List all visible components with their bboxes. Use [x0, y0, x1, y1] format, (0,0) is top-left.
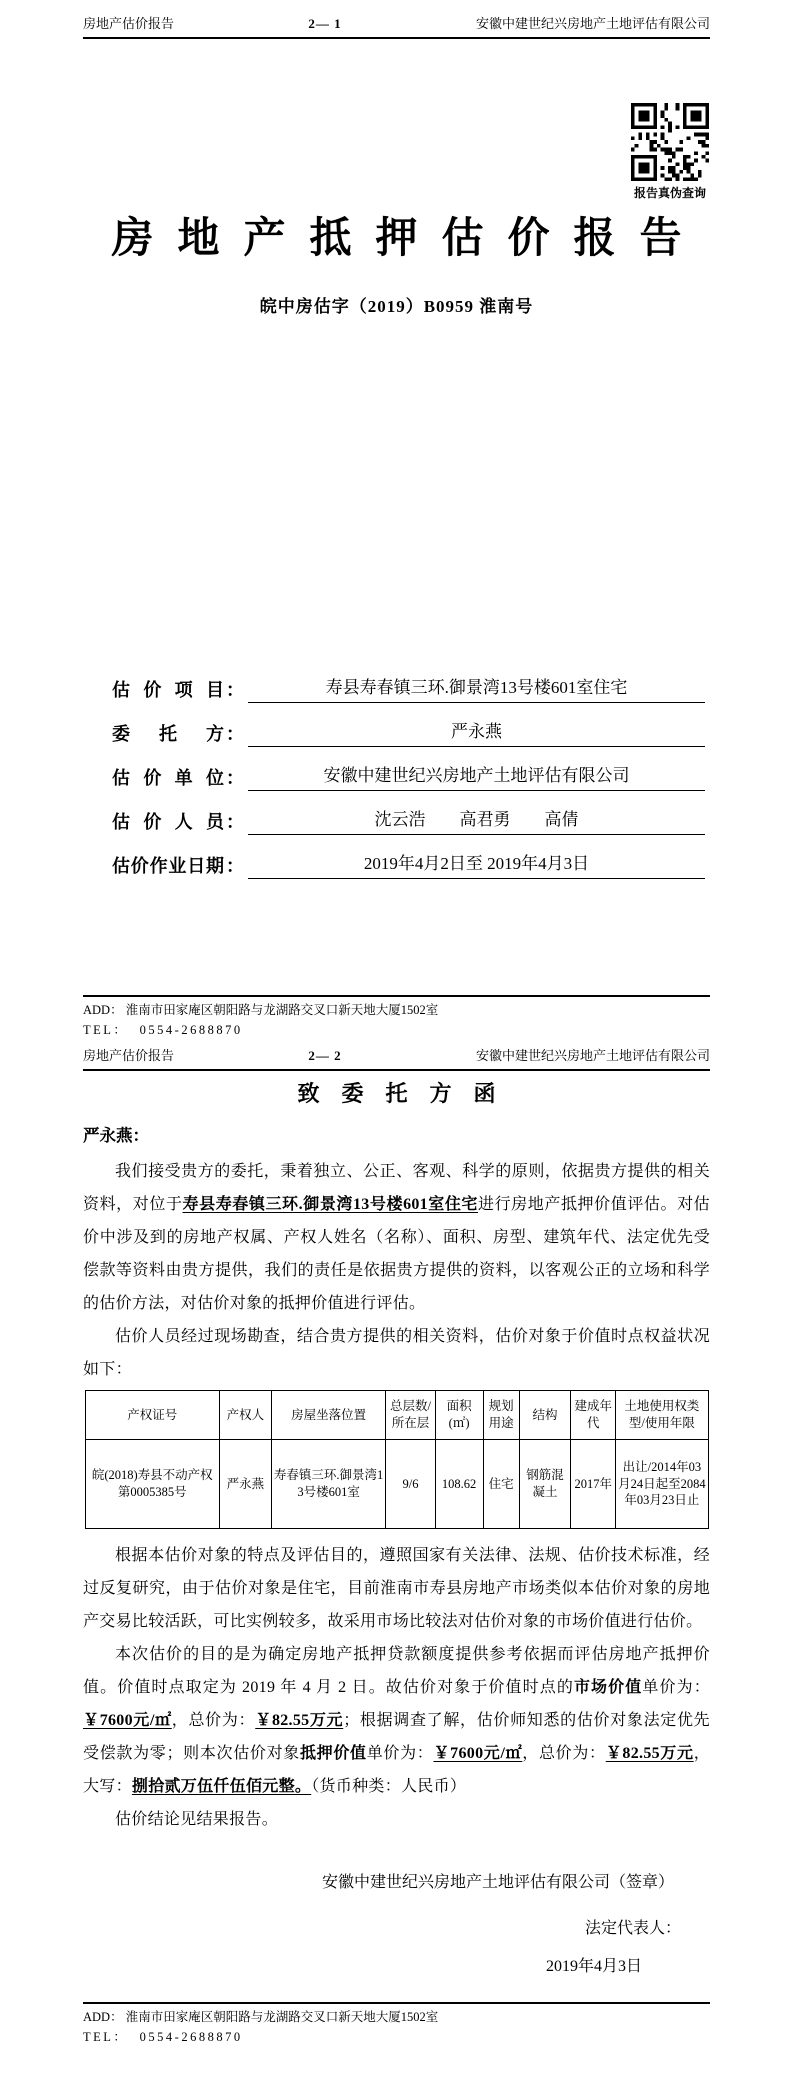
- para-method: 根据本估价对象的特点及评估目的，遵照国家有关法律、法规、估价技术标准，经过反复研究，由于估价对象是住宅，目前淮南市寿县房地产市场类似本估价对象的房地产交易比较活跃，可比实例较多，故采用市场比较法对估价对象的市场价值进行估价。: [83, 1547, 710, 1630]
- para-text: 进行房地产抵押价值评估。对估价中涉及到的房地产权属、产权人姓名（名称）、面积、房型、建筑年代、法定优先受偿款等资料由贵方提供，我们的责任是依据贵方提供的资料，以客观公正的立场和科学的估价方法，对估价对象的抵押价值进行评估。: [83, 1196, 710, 1312]
- field-colon: ：: [226, 812, 244, 832]
- field-project: [112, 675, 705, 703]
- para-conclusion: 估价结论见结果报告。: [115, 1811, 279, 1828]
- page1-header: [83, 14, 710, 39]
- letter-salutation: 严永燕：: [83, 1126, 149, 1145]
- report-number: 皖中房估字（2019）B0959 淮南号: [259, 297, 534, 316]
- mortgage-unit-price: ￥7600元/㎡: [433, 1745, 523, 1762]
- cell-use: 住宅: [483, 1440, 519, 1529]
- cell-structure: 钢筋混凝土: [519, 1440, 571, 1529]
- field-colon: ：: [226, 856, 244, 876]
- property-rights-table: [85, 1390, 709, 1529]
- field-colon: ：: [226, 680, 244, 700]
- col-floors: 总层数/所在层: [386, 1391, 435, 1440]
- field-colon: ：: [226, 724, 244, 744]
- field-colon: ：: [226, 768, 244, 788]
- field-work-dates-label: 估价作业日期: [112, 856, 224, 876]
- para-text: ，大写：: [83, 1745, 711, 1795]
- cell-area: 108.62: [435, 1440, 483, 1529]
- field-project-value: 寿县寿春镇三环.御景湾13号楼601室住宅: [248, 675, 705, 703]
- table-header-row: [85, 1391, 708, 1440]
- qr-verify-block: [625, 103, 715, 201]
- col-location: 房屋坐落位置: [271, 1391, 386, 1440]
- cover-fields: [112, 675, 705, 879]
- report-title: 房地产抵押估价报告: [111, 216, 706, 262]
- header-company-name: 安徽中建世纪兴房地产土地评估有限公司: [475, 16, 710, 31]
- header-doc-type: 房地产估价报告: [83, 1048, 175, 1063]
- field-client: [112, 719, 705, 747]
- cell-floors: 9/6: [386, 1440, 435, 1529]
- para-text: ，总价为：: [522, 1745, 606, 1762]
- field-agency: [112, 763, 705, 791]
- footer-address: ADD： 淮南市田家庵区朝阳路与龙湖路交叉口新天地大厦1502室: [83, 2010, 439, 2024]
- cell-location: 寿春镇三环.御景湾13号楼601室: [271, 1440, 386, 1529]
- col-year-built: 建成年代: [571, 1391, 616, 1440]
- header-company-name: 安徽中建世纪兴房地产土地评估有限公司: [475, 1048, 710, 1063]
- market-value-label: 市场价值: [573, 1679, 643, 1696]
- para-text: ，总价为：: [171, 1712, 256, 1729]
- amount-in-words: 捌拾贰万伍仟伍佰元整。: [131, 1778, 312, 1795]
- footer-address: ADD： 淮南市田家庵区朝阳路与龙湖路交叉口新天地大厦1502室: [83, 1003, 439, 1017]
- para-text: （货币种类：人民币）: [311, 1778, 467, 1795]
- para-text: 本次估价的目的是为确定房地产抵押贷款额度提供参考依据而评估房地产抵押价值。价值时点取定为 2019 年 4 月 2 日。故估价对象于价值时点的: [83, 1646, 710, 1696]
- signature-block: [0, 1870, 793, 1980]
- market-unit-price: ￥7600元/㎡: [83, 1712, 172, 1729]
- field-work-dates: [112, 851, 705, 879]
- signature-company: 安徽中建世纪兴房地产土地评估有限公司（签章）: [321, 1874, 674, 1891]
- table-row: [85, 1440, 708, 1529]
- para-survey: 估价人员经过现场勘查，结合贵方提供的相关资料，估价对象于价值时点权益状况如下：: [83, 1328, 710, 1378]
- para-commission: [83, 1155, 710, 1320]
- footer-tel: TEL： 0554-2688870: [83, 2030, 243, 2044]
- col-area: 面积(㎡): [435, 1391, 483, 1440]
- field-appraisers-value: 沈云浩 高君勇 高倩: [248, 807, 705, 835]
- col-structure: 结构: [519, 1391, 571, 1440]
- para-text: 单价为：: [366, 1745, 434, 1762]
- letter-title: 致委托方函: [297, 1081, 518, 1106]
- cell-land-rights: 出让/2014年03月24日起至2084年03月23日止: [616, 1440, 708, 1529]
- qr-code: [625, 103, 715, 181]
- para-text: 单价为：: [642, 1679, 710, 1696]
- mortgage-value-label: 抵押价值: [299, 1745, 367, 1762]
- field-project-label: 估价项目: [112, 680, 224, 700]
- field-client-label: 委托方: [112, 724, 224, 744]
- para-text: 我们接受贵方的委托，秉着独立、公正、客观、科学的原则，依据贵方提供的相关资料，对位于: [83, 1163, 710, 1213]
- market-total-price: ￥82.55万元: [255, 1712, 344, 1729]
- field-work-dates-value: 2019年4月2日至 2019年4月3日: [248, 851, 705, 879]
- header-page-number: 2— 1: [308, 16, 342, 31]
- col-use: 规划用途: [483, 1391, 519, 1440]
- page2-header: [83, 1046, 710, 1071]
- header-page-number: 2— 2: [308, 1048, 342, 1063]
- footer-tel: TEL： 0554-2688870: [83, 1023, 243, 1037]
- field-agency-label: 估价单位: [112, 768, 224, 788]
- header-doc-type: 房地产估价报告: [83, 16, 175, 31]
- subject-property: 寿县寿春镇三环.御景湾13号楼601室住宅: [182, 1196, 479, 1213]
- field-agency-value: 安徽中建世纪兴房地产土地评估有限公司: [248, 763, 705, 791]
- signature-legal-rep: 法定代表人：: [584, 1920, 681, 1937]
- cell-owner: 严永燕: [220, 1440, 272, 1529]
- signature-date: 2019年4月3日: [545, 1958, 642, 1975]
- mortgage-total-price: ￥82.55万元: [605, 1745, 694, 1762]
- qr-caption: 报告真伪查询: [633, 186, 706, 200]
- report-document: [0, 14, 793, 2047]
- col-cert-no: 产权证号: [85, 1391, 220, 1440]
- cell-cert-no: 皖(2018)寿县不动产权第0005385号: [85, 1440, 220, 1529]
- field-appraisers-label: 估价人员: [112, 812, 224, 832]
- cell-year-built: 2017年: [571, 1440, 616, 1529]
- col-land-rights: 土地使用权类型/使用年限: [616, 1391, 708, 1440]
- para-text: ；根据调查了解，估价师知悉的估价对象法定优先受偿款为零；则本次估价对象: [83, 1712, 710, 1762]
- col-owner: 产权人: [220, 1391, 272, 1440]
- para-valuation: [83, 1638, 710, 1803]
- page1-footer: [83, 995, 710, 1040]
- field-client-value: 严永燕: [248, 719, 705, 747]
- field-appraisers: [112, 807, 705, 835]
- page2-footer: [83, 2002, 710, 2047]
